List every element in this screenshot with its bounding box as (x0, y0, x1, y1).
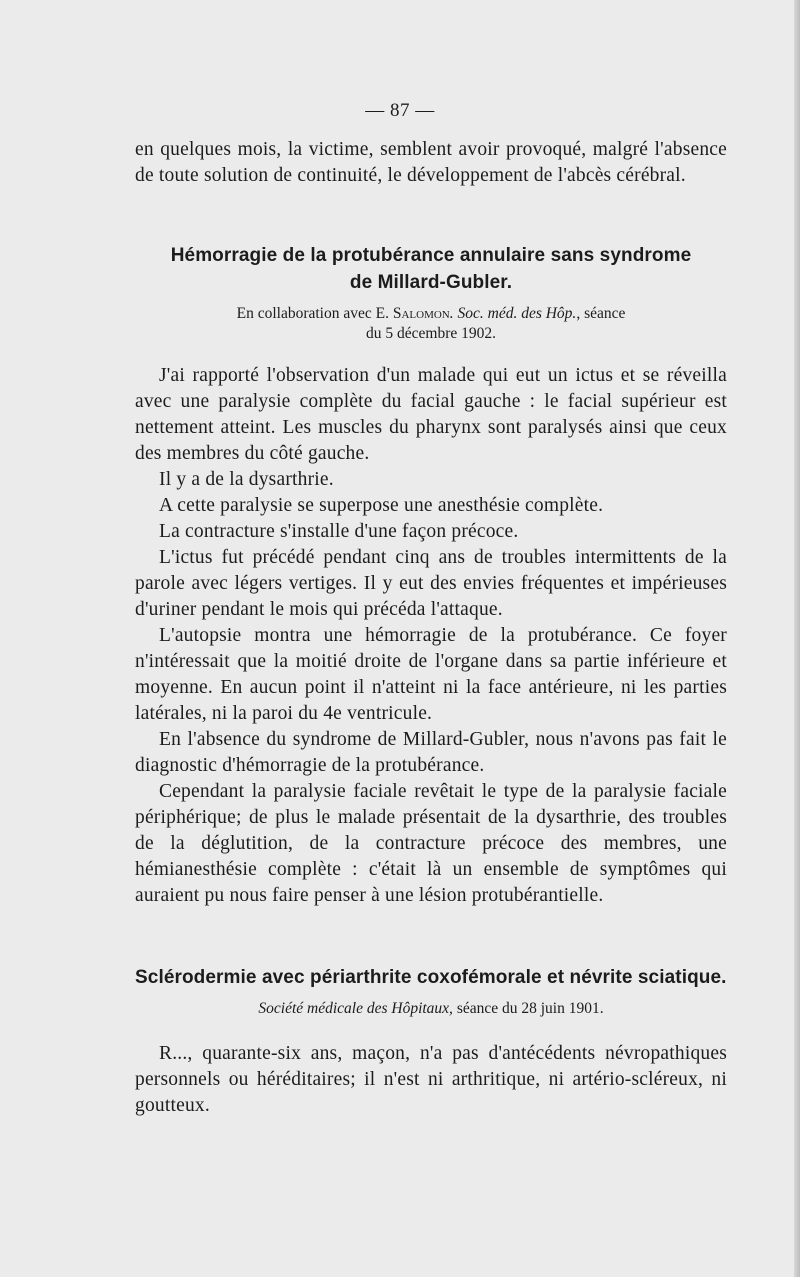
byline-prefix: En collaboration avec E. (236, 305, 393, 322)
section-heading-sclerodermie (135, 964, 727, 991)
paragraph-text: L'autopsie montra une hémorragie de la protubérance. Ce foyer n'intéressait que la moitié droite de l'organe dans sa partie inférieure et moyenne. En aucun point il n'atteint ni la face antérieure, ni les parties latérales, ni la paroi du 4e ventricule. (135, 625, 727, 724)
section-byline (135, 304, 727, 344)
heading-line: Sclérodermie avec périarthrite coxofémorale et névrite sciatique. (135, 967, 727, 988)
section-heading-hemorragie (135, 242, 727, 296)
byline-line (135, 304, 727, 324)
paragraph-text: A cette paralysie se superpose une anesthésie complète. (159, 495, 604, 516)
byline-journal: Société médicale des Hôpitaux, (258, 1000, 453, 1017)
byline-suffix: , séance (576, 305, 626, 322)
continuation-paragraph (135, 137, 727, 189)
paragraph-text: Cependant la paralysie faciale revêtait le type de la paralysie faciale périphérique; de plus le malade présentait de la dysarthrie, des troubles de la déglutition, de la contracture précoce des membres, une hémianesthésie complète : c'était là un ensemble de symptômes qui auraient pu nous faire penser à une lésion protubérantielle. (135, 781, 727, 906)
section-body (135, 1041, 727, 1119)
section-byline (135, 999, 727, 1019)
paragraph-text: L'ictus fut précédé pendant cinq ans de troubles intermittents de la parole avec légers vertiges. Il y eut des envies fréquentes et impérieuses d'uriner pendant le mois qui précéda l'attaque. (135, 547, 727, 620)
byline-journal: . Soc. méd. des Hôp. (449, 305, 577, 322)
paragraph-text: En l'absence du syndrome de Millard-Gubler, nous n'avons pas fait le diagnostic d'hémorragie de la protubérance. (135, 729, 727, 776)
byline-suffix: séance du 28 juin 1901. (452, 1000, 604, 1017)
heading-line: de Millard-Gubler. (349, 272, 513, 293)
page-edge-shadow (794, 0, 800, 1277)
heading-line: Hémorragie de la protubérance annulaire sans syndrome (170, 245, 692, 266)
paragraph-text: La contracture s'installe d'une façon précoce. (159, 521, 519, 542)
paragraph-text: J'ai rapporté l'observation d'un malade qui eut un ictus et se réveilla avec une paralysie complète du facial gauche : le facial supérieur est nettement atteint. Les muscles du pharynx sont paralysés ainsi que ceux des membres du côté gauche. (135, 365, 727, 464)
paragraph-text: en quelques mois, la victime, semblent avoir provoqué, malgré l'absence de toute solution de continuité, le développement de l'abcès cérébral. (135, 139, 727, 186)
section-body (135, 363, 727, 909)
byline-date: du 5 décembre 1902. (366, 325, 496, 342)
byline-author: Salomon (392, 305, 450, 322)
page-number: — 87 — (365, 100, 435, 121)
paragraph-text: R..., quarante-six ans, maçon, n'a pas d'antécédents névropathiques personnels ou héréditaires; il n'est ni arthritique, ni artério-scléreux, ni goutteux. (135, 1043, 727, 1116)
paragraph-text: Il y a de la dysarthrie. (159, 469, 334, 490)
